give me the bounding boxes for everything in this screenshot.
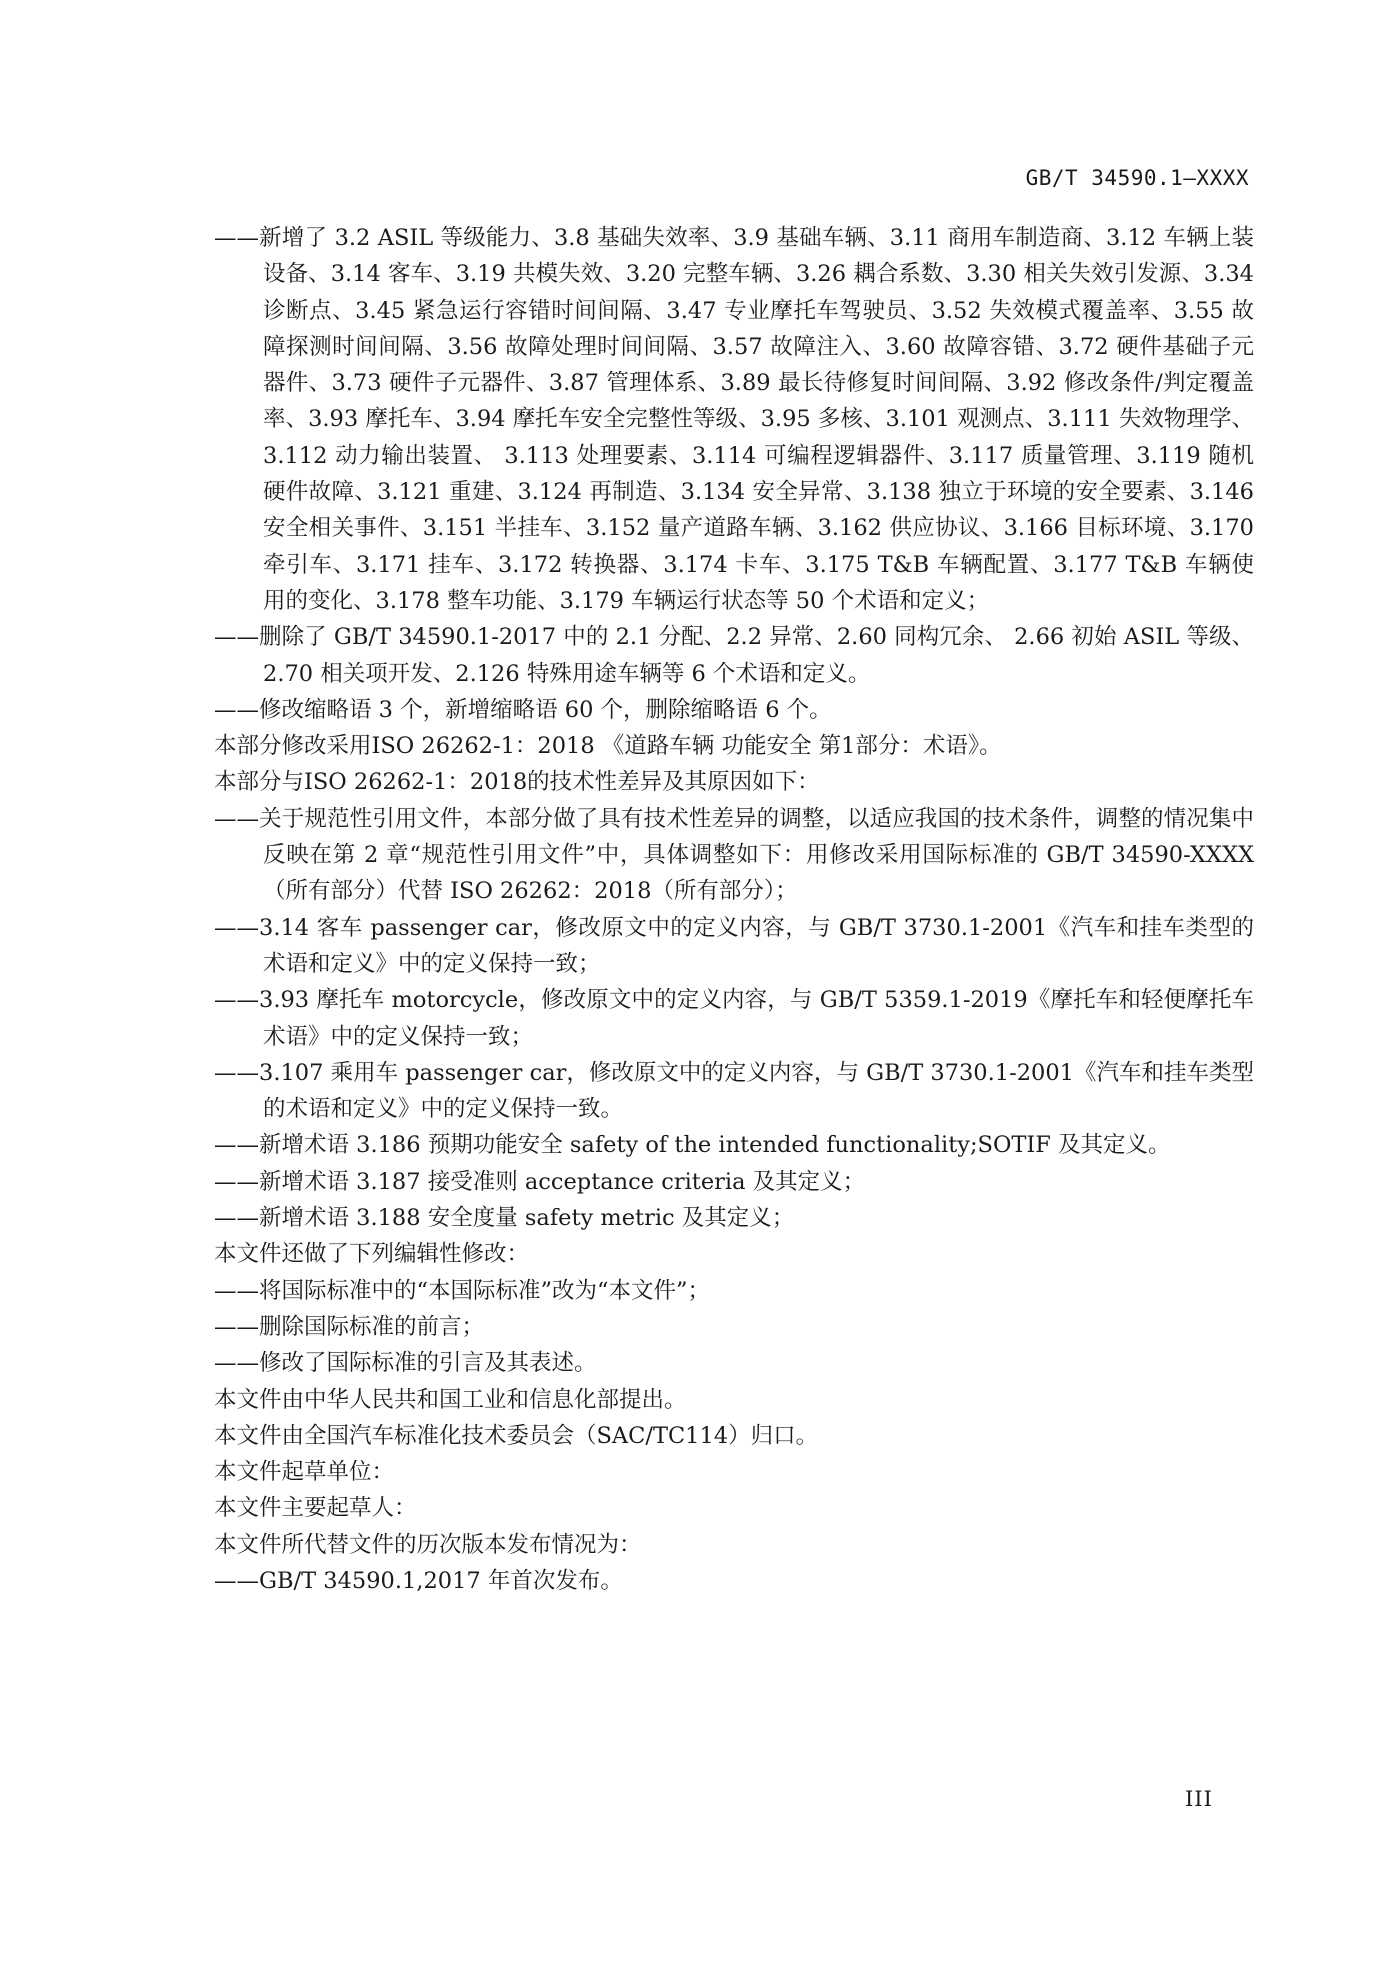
paragraph-normative-references: ——关于规范性引用文件，本部分做了具有技术性差异的调整，以适应我国的技术条件，调整的情况集中反映在第 2 章“规范性引用文件”中，具体调整如下：用修改采用国际标准的 GB/T 34590-XXXX（所有部分）代替 ISO 26262：2018（所有部分）；: [214, 805, 1254, 905]
paragraph-editorial-3: ——修改了国际标准的引言及其表述。: [214, 1350, 597, 1377]
paragraph-history-intro: 本文件所代替文件的历次版本发布情况为：: [214, 1531, 642, 1558]
paragraph-motorcycle: ——3.93 摩托车 motorcycle，修改原文中的定义内容，与 GB/T 5359.1-2019《摩托车和轻便摩托车术语》中的定义保持一致；: [214, 987, 1254, 1050]
paragraph-added-terms: ——新增了 3.2 ASIL 等级能力、3.8 基础失效率、3.9 基础车辆、3.11 商用车制造商、3.12 车辆上装设备、3.14 客车、3.19 共模失效、3.20 完整车辆、3.26 耦合系数、3.30 相关失效引发源、3.34 诊断点、3.45 紧急运行容错时间间隔、3.47 专业摩托车驾驶员、3.52 失效模式覆盖率、3.55 故障探测时间间隔、3.56 故障处理时间间隔、3.57 故障注入、3.60 故障容错、3.72 硬件基础子元器件、3.73 硬件子元器件、3.87 管理体系、3.89 最长待修复时间间隔、3.92 修改条件/判定覆盖率、3.93 摩托车、3.94 摩托车安全完整性等级、3.95 多核、3.101 观测点、3.111 失效物理学、 3.112 动力输出装置、 3.113 处理要素、3.114 可编程逻辑器件、3.117 质量管理、3.119 随机硬件故障、3.121 重建、3.124 再制造、3.134 安全异常、3.138 独立于环境的安全要素、3.146 安全相关事件、3.151 半挂车、3.152 量产道路车辆、3.162 供应协议、3.166 目标环境、3.170 牵引车、3.171 挂车、3.172 转换器、3.174 卡车、3.175 T&B 车辆配置、3.177 T&B 车辆使用的变化、3.178 整车功能、3.179 车辆运行状态等 50 个术语和定义；: [214, 225, 1254, 614]
paragraph-editorial-1: ——将国际标准中的“本国际标准”改为“本文件”；: [214, 1277, 711, 1304]
paragraph-adoption: 本部分修改采用ISO 26262-1：2018 《道路车辆 功能安全 第1部分：术语》。: [214, 733, 1002, 760]
paragraph-passenger-car-3-14: ——3.14 客车 passenger car，修改原文中的定义内容，与 GB/T 3730.1-2001《汽车和挂车类型的术语和定义》中的定义保持一致；: [214, 914, 1254, 977]
paragraph-safety-metric: ——新增术语 3.188 安全度量 safety metric 及其定义；: [214, 1205, 795, 1232]
paragraph-committee: 本文件由全国汽车标准化技术委员会（SAC/TC114）归口。: [214, 1422, 819, 1449]
paragraph-editorial-2: ——删除国际标准的前言；: [214, 1313, 485, 1340]
paragraph-acceptance-criteria: ——新增术语 3.187 接受准则 acceptance criteria 及其定义；: [214, 1168, 866, 1195]
document-body: [214, 220, 1254, 1599]
paragraph-drafting-units: 本文件起草单位：: [214, 1459, 395, 1486]
paragraph-history-1: ——GB/T 34590.1,2017 年首次发布。: [214, 1567, 623, 1594]
standard-code: GB/T 34590.1—XXXX: [1025, 166, 1249, 190]
paragraph-deleted-terms: ——删除了 GB/T 34590.1-2017 中的 2.1 分配、2.2 异常、2.60 同构冗余、 2.66 初始 ASIL 等级、2.70 相关项开发、2.126 特殊用途车辆等 6 个术语和定义。: [214, 624, 1254, 687]
paragraph-drafters: 本文件主要起草人：: [214, 1495, 417, 1522]
paragraph-sotif: ——新增术语 3.186 预期功能安全 safety of the intended functionality;SOTIF 及其定义。: [214, 1132, 1171, 1159]
paragraph-editorial-intro: 本文件还做了下列编辑性修改：: [214, 1241, 530, 1268]
paragraph-proposer: 本文件由中华人民共和国工业和信息化部提出。: [214, 1386, 687, 1413]
paragraph-differences-intro: 本部分与ISO 26262-1：2018的技术性差异及其原因如下：: [214, 769, 820, 796]
paragraph-passenger-car-3-107: ——3.107 乘用车 passenger car，修改原文中的定义内容，与 GB/T 3730.1-2001《汽车和挂车类型的术语和定义》中的定义保持一致。: [214, 1059, 1254, 1123]
page-number: III: [1185, 1787, 1213, 1811]
paragraph-abbreviations: ——修改缩略语 3 个，新增缩略语 60 个，删除缩略语 6 个。: [214, 696, 832, 723]
